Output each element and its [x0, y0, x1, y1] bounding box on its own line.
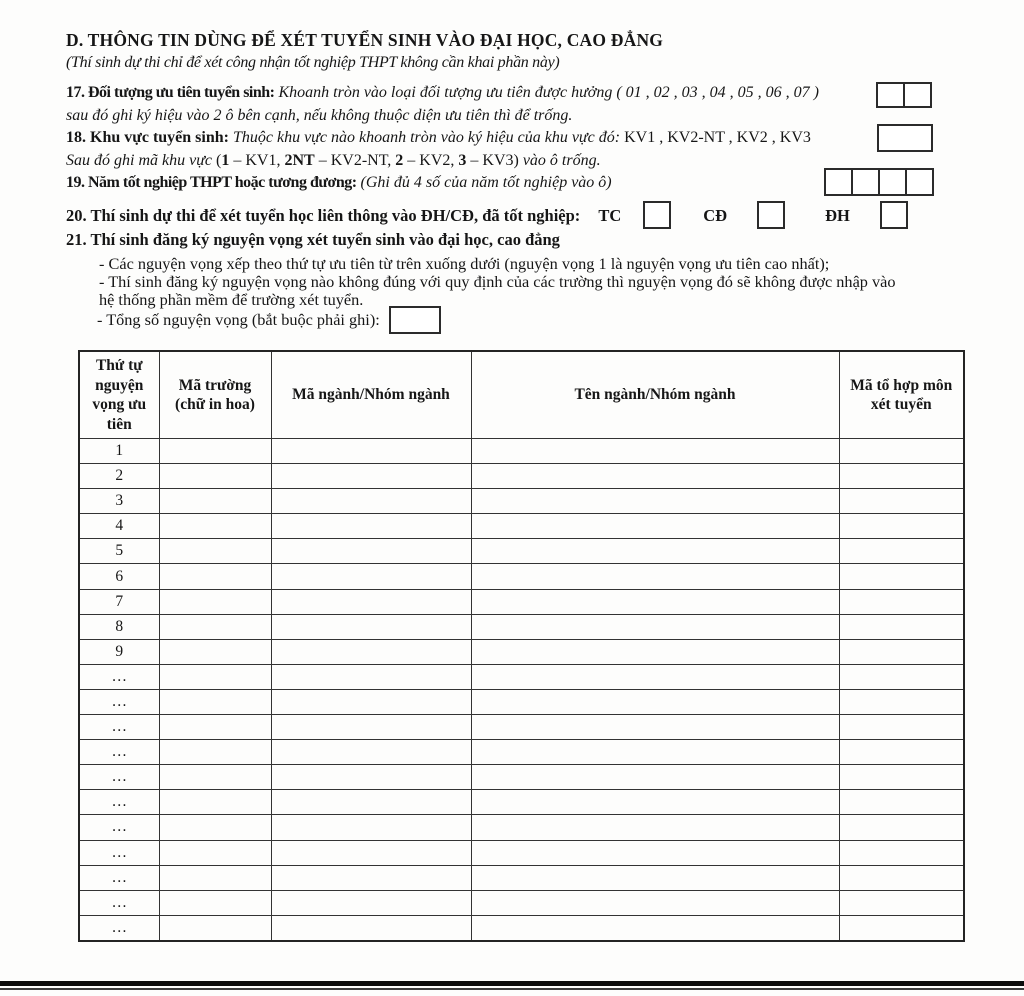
item-20-option-cd: CĐ	[703, 205, 728, 225]
graduation-year-cell-1[interactable]	[826, 170, 851, 194]
section-subtitle: (Thí sinh dự thi chỉ để xét công nhận tốt nghiệp THPT không cần khai phần này)	[66, 54, 560, 71]
graduation-year-boxes	[824, 168, 934, 196]
wish-input-cell[interactable]	[271, 514, 471, 539]
item-18	[66, 126, 896, 172]
wish-input-cell[interactable]	[471, 840, 839, 865]
col-header-major-code: Mã ngành/Nhóm ngành	[271, 351, 471, 439]
wish-order-cell: …	[79, 790, 159, 815]
wish-table-row	[79, 664, 964, 689]
wish-input-cell[interactable]	[271, 439, 471, 464]
wish-input-cell[interactable]	[271, 840, 471, 865]
wish-input-cell[interactable]	[471, 915, 839, 941]
wish-input-cell[interactable]	[159, 439, 271, 464]
wish-input-cell[interactable]	[271, 815, 471, 840]
item-20-option-dh: ĐH	[825, 205, 850, 225]
wish-order-cell: …	[79, 915, 159, 941]
wish-input-cell[interactable]	[839, 539, 964, 564]
wish-input-cell[interactable]	[159, 765, 271, 790]
wish-input-cell[interactable]	[839, 439, 964, 464]
item-18-label: 18. Khu vực tuyển sinh:	[66, 129, 229, 146]
wish-input-cell[interactable]	[271, 564, 471, 589]
bottom-rule-thin	[0, 988, 1024, 990]
wish-table	[78, 350, 965, 942]
wish-input-cell[interactable]	[159, 589, 271, 614]
item-19	[66, 171, 826, 194]
item-21-bullet-2: - Thí sinh đăng ký nguyện vọng nào không đúng với quy định của các trường thì nguyện vọng đó sẽ không được nhập vào	[99, 272, 896, 291]
item-17-label: 17. Đối tượng ưu tiên tuyển sinh:	[66, 84, 275, 101]
wish-order-cell: 1	[79, 439, 159, 464]
wish-input-cell[interactable]	[271, 664, 471, 689]
wish-input-cell[interactable]	[839, 865, 964, 890]
wish-table-row	[79, 614, 964, 639]
wish-table-row	[79, 439, 964, 464]
graduation-year-cell-2[interactable]	[851, 170, 878, 194]
wish-input-cell[interactable]	[471, 639, 839, 664]
wish-input-cell[interactable]	[271, 715, 471, 740]
wish-input-cell[interactable]	[471, 564, 839, 589]
wish-input-cell[interactable]	[159, 664, 271, 689]
wish-input-cell[interactable]	[271, 589, 471, 614]
wish-input-cell[interactable]	[839, 890, 964, 915]
wish-table-row	[79, 589, 964, 614]
wish-input-cell[interactable]	[271, 639, 471, 664]
wish-order-cell: …	[79, 689, 159, 714]
wish-input-cell[interactable]	[271, 740, 471, 765]
tc-checkbox[interactable]	[643, 201, 671, 229]
wish-input-cell[interactable]	[271, 790, 471, 815]
wish-order-cell: …	[79, 765, 159, 790]
wish-input-cell[interactable]	[471, 489, 839, 514]
item-21	[66, 231, 966, 309]
total-wishes-label: - Tổng số nguyện vọng (bắt buộc phải ghi):	[97, 310, 380, 329]
wish-input-cell[interactable]	[471, 890, 839, 915]
wish-input-cell[interactable]	[471, 815, 839, 840]
item-19-instruction: (Ghi đủ 4 số của năm tốt nghiệp vào ô)	[360, 174, 612, 191]
graduation-year-cell-3[interactable]	[878, 170, 905, 194]
wish-table-row	[79, 715, 964, 740]
item-21-label: 21. Thí sinh đăng ký nguyện vọng xét tuyển sinh vào đại học, cao đẳng	[66, 230, 560, 249]
wish-input-cell[interactable]	[159, 715, 271, 740]
wish-input-cell[interactable]	[471, 689, 839, 714]
wish-input-cell[interactable]	[159, 614, 271, 639]
wish-input-cell[interactable]	[271, 765, 471, 790]
wish-table-row	[79, 740, 964, 765]
wish-input-cell[interactable]	[839, 464, 964, 489]
item-21-bullet-2-cont: hệ thống phần mềm để trường xét tuyển.	[99, 290, 364, 309]
wish-table-row	[79, 539, 964, 564]
wish-input-cell[interactable]	[471, 614, 839, 639]
wish-table-header-row	[79, 351, 964, 439]
wish-order-cell: 3	[79, 489, 159, 514]
item-21-bullet-1: - Các nguyện vọng xếp theo thứ tự ưu tiên từ trên xuống dưới (nguyện vọng 1 là nguyện vọng ưu tiên cao nhất);	[99, 254, 830, 273]
total-wishes-line	[97, 306, 441, 334]
wish-input-cell[interactable]	[839, 840, 964, 865]
wish-input-cell[interactable]	[471, 514, 839, 539]
wish-input-cell[interactable]	[839, 815, 964, 840]
wish-input-cell[interactable]	[271, 915, 471, 941]
wish-table-row	[79, 489, 964, 514]
wish-input-cell[interactable]	[471, 865, 839, 890]
item-18-instruction: Thuộc khu vực nào khoanh tròn vào ký hiệu của khu vực đó:	[232, 129, 621, 146]
wish-table-row	[79, 840, 964, 865]
wish-input-cell[interactable]	[471, 439, 839, 464]
wish-input-cell[interactable]	[471, 715, 839, 740]
wish-table-row	[79, 514, 964, 539]
wish-input-cell[interactable]	[159, 790, 271, 815]
wish-input-cell[interactable]	[159, 639, 271, 664]
wish-input-cell[interactable]	[159, 840, 271, 865]
wish-order-cell: 6	[79, 564, 159, 589]
wish-input-cell[interactable]	[839, 689, 964, 714]
wish-table-body	[79, 439, 964, 941]
wish-table-row	[79, 815, 964, 840]
wish-table-row	[79, 790, 964, 815]
item-17-instruction-2: sau đó ghi ký hiệu vào 2 ô bên cạnh, nếu không thuộc diện ưu tiên thì để trống.	[66, 107, 573, 124]
wish-order-cell: 2	[79, 464, 159, 489]
wish-order-cell: …	[79, 664, 159, 689]
col-header-school-code: Mã trường (chữ in hoa)	[159, 351, 271, 439]
wish-input-cell[interactable]	[839, 915, 964, 941]
wish-order-cell: …	[79, 715, 159, 740]
dh-checkbox[interactable]	[880, 201, 908, 229]
col-header-major-name: Tên ngành/Nhóm ngành	[471, 351, 839, 439]
wish-input-cell[interactable]	[159, 915, 271, 941]
wish-table-row	[79, 639, 964, 664]
wish-input-cell[interactable]	[271, 539, 471, 564]
wish-input-cell[interactable]	[159, 514, 271, 539]
col-header-order: Thứ tự nguyện vọng ưu tiên	[79, 351, 159, 439]
wish-input-cell[interactable]	[271, 489, 471, 514]
wish-input-cell[interactable]	[471, 765, 839, 790]
wish-input-cell[interactable]	[471, 539, 839, 564]
item-19-label: 19. Năm tốt nghiệp THPT hoặc tương đương:	[66, 174, 357, 191]
wish-input-cell[interactable]	[839, 765, 964, 790]
priority-code-cell-1[interactable]	[878, 84, 903, 106]
wish-order-cell: …	[79, 865, 159, 890]
priority-code-boxes	[876, 82, 932, 108]
wish-input-cell[interactable]	[839, 514, 964, 539]
item-20-label: 20. Thí sinh dự thi để xét tuyển học liên thông vào ĐH/CĐ, đã tốt nghiệp:	[66, 205, 581, 225]
wish-input-cell[interactable]	[471, 740, 839, 765]
item-18-options: KV1 , KV2-NT , KV2 , KV3	[624, 129, 811, 146]
wish-input-cell[interactable]	[839, 639, 964, 664]
wish-order-cell: …	[79, 840, 159, 865]
region-code-box[interactable]	[877, 124, 933, 152]
wish-table-row	[79, 689, 964, 714]
wish-input-cell[interactable]	[159, 689, 271, 714]
wish-input-cell[interactable]	[159, 489, 271, 514]
col-header-combination-code: Mã tổ hợp môn xét tuyển	[839, 351, 964, 439]
wish-input-cell[interactable]	[839, 715, 964, 740]
wish-table-row	[79, 890, 964, 915]
wish-table-container	[78, 350, 965, 942]
bottom-rule-thick	[0, 981, 1024, 986]
wish-input-cell[interactable]	[271, 689, 471, 714]
item-17-instruction: Khoanh tròn vào loại đối tượng ưu tiên được hưởng ( 01 , 02 , 03 , 04 , 05 , 06 , 07 )	[278, 84, 819, 101]
wish-table-row	[79, 915, 964, 941]
wish-input-cell[interactable]	[159, 464, 271, 489]
wish-table-row	[79, 865, 964, 890]
wish-order-cell: 5	[79, 539, 159, 564]
wish-input-cell[interactable]	[471, 464, 839, 489]
wish-order-cell: …	[79, 890, 159, 915]
wish-input-cell[interactable]	[159, 815, 271, 840]
wish-input-cell[interactable]	[159, 539, 271, 564]
item-20	[66, 201, 946, 229]
wish-input-cell[interactable]	[839, 740, 964, 765]
cd-checkbox[interactable]	[757, 201, 785, 229]
wish-order-cell: …	[79, 815, 159, 840]
wish-order-cell: …	[79, 740, 159, 765]
wish-input-cell[interactable]	[271, 614, 471, 639]
wish-input-cell[interactable]	[839, 790, 964, 815]
wish-input-cell[interactable]	[471, 589, 839, 614]
total-wishes-box[interactable]	[389, 306, 441, 334]
priority-code-cell-2[interactable]	[903, 84, 930, 106]
wish-table-row	[79, 564, 964, 589]
wish-input-cell[interactable]	[471, 664, 839, 689]
wish-input-cell[interactable]	[271, 464, 471, 489]
wish-input-cell[interactable]	[159, 564, 271, 589]
wish-input-cell[interactable]	[839, 614, 964, 639]
wish-order-cell: 9	[79, 639, 159, 664]
wish-input-cell[interactable]	[839, 664, 964, 689]
wish-input-cell[interactable]	[839, 489, 964, 514]
section-title: D. THÔNG TIN DÙNG ĐỂ XÉT TUYỂN SINH VÀO ĐẠI HỌC, CAO ĐẲNG	[66, 30, 664, 50]
wish-input-cell[interactable]	[839, 564, 964, 589]
item-17	[66, 81, 878, 127]
item-20-option-tc: TC	[598, 205, 622, 225]
wish-order-cell: 7	[79, 589, 159, 614]
graduation-year-cell-4[interactable]	[905, 170, 932, 194]
wish-input-cell[interactable]	[271, 890, 471, 915]
wish-table-row	[79, 765, 964, 790]
wish-input-cell[interactable]	[271, 865, 471, 890]
wish-input-cell[interactable]	[471, 790, 839, 815]
wish-input-cell[interactable]	[159, 865, 271, 890]
wish-input-cell[interactable]	[159, 740, 271, 765]
wish-input-cell[interactable]	[839, 589, 964, 614]
wish-order-cell: 4	[79, 514, 159, 539]
wish-order-cell: 8	[79, 614, 159, 639]
item-18-instruction-2: Sau đó ghi mã khu vực (1 – KV1, 2NT – KV2-NT, 2 – KV2, 3 – KV3) vào ô trống.	[66, 152, 601, 169]
wish-table-row	[79, 464, 964, 489]
wish-input-cell[interactable]	[159, 890, 271, 915]
